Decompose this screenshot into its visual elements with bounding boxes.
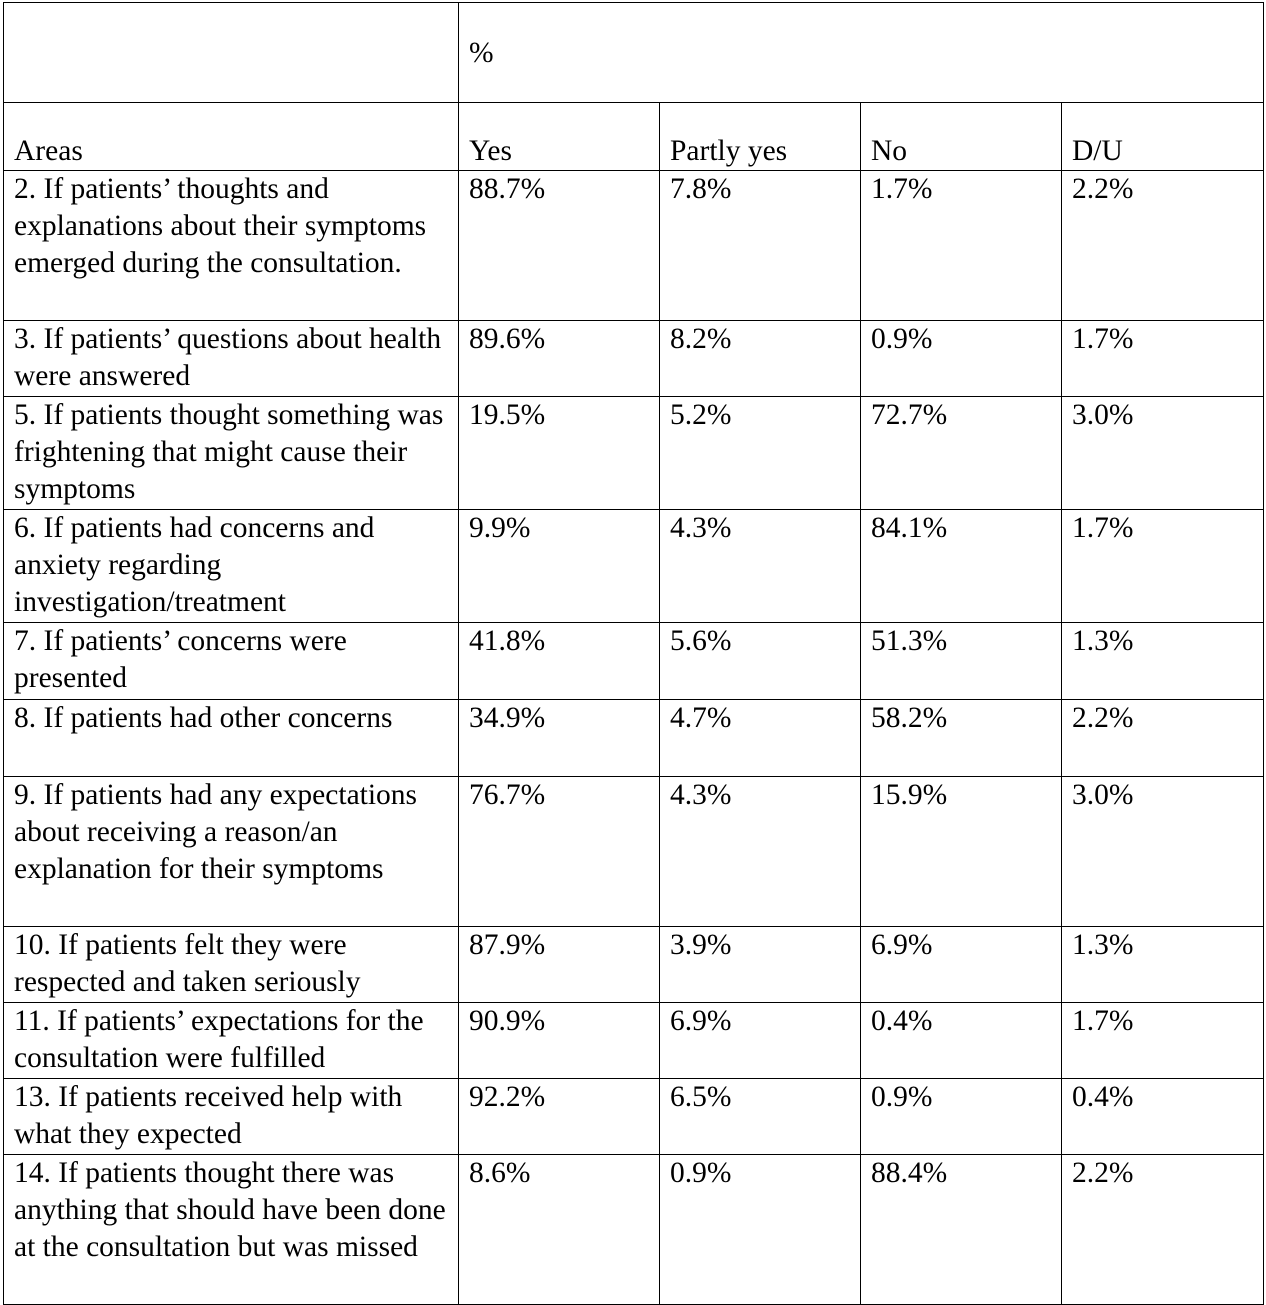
yes-cell: 87.9% [459, 927, 660, 1003]
area-cell: 3. If patients’ questions about health were answered [4, 321, 459, 397]
area-cell: 8. If patients had other concerns [4, 700, 459, 777]
no-cell: 58.2% [861, 700, 1062, 777]
column-header-areas: Areas [4, 103, 459, 171]
no-cell: 0.9% [861, 321, 1062, 397]
area-cell: 10. If patients felt they were respected and taken seriously [4, 927, 459, 1003]
header-row-columns [4, 103, 1264, 171]
du-cell: 1.7% [1062, 510, 1264, 623]
table-row [4, 1079, 1264, 1155]
partly-yes-cell: 5.6% [660, 623, 861, 700]
du-cell: 1.3% [1062, 927, 1264, 1003]
no-cell: 0.9% [861, 1079, 1062, 1155]
du-cell: 2.2% [1062, 700, 1264, 777]
partly-yes-cell: 7.8% [660, 171, 861, 321]
area-cell: 2. If patients’ thoughts and explanations about their symptoms emerged during the consultation. [4, 171, 459, 321]
no-cell: 72.7% [861, 397, 1062, 510]
du-cell: 1.3% [1062, 623, 1264, 700]
partly-yes-cell: 4.3% [660, 510, 861, 623]
yes-cell: 90.9% [459, 1003, 660, 1079]
yes-cell: 76.7% [459, 777, 660, 927]
area-cell: 13. If patients received help with what they expected [4, 1079, 459, 1155]
table-row [4, 171, 1264, 321]
du-cell: 0.4% [1062, 1079, 1264, 1155]
no-cell: 84.1% [861, 510, 1062, 623]
du-cell: 2.2% [1062, 171, 1264, 321]
header-empty-cell [4, 3, 459, 103]
area-cell: 5. If patients thought something was frightening that might cause their symptoms [4, 397, 459, 510]
no-cell: 88.4% [861, 1155, 1062, 1305]
column-header-no: No [861, 103, 1062, 171]
table-row [4, 397, 1264, 510]
area-cell: 9. If patients had any expectations about receiving a reason/an explanation for their symptoms [4, 777, 459, 927]
area-cell: 11. If patients’ expectations for the consultation were fulfilled [4, 1003, 459, 1079]
partly-yes-cell: 3.9% [660, 927, 861, 1003]
no-cell: 1.7% [861, 171, 1062, 321]
table-row [4, 700, 1264, 777]
yes-cell: 92.2% [459, 1079, 660, 1155]
yes-cell: 41.8% [459, 623, 660, 700]
du-cell: 3.0% [1062, 777, 1264, 927]
column-header-partly-yes: Partly yes [660, 103, 861, 171]
du-cell: 1.7% [1062, 321, 1264, 397]
partly-yes-cell: 4.7% [660, 700, 861, 777]
no-cell: 6.9% [861, 927, 1062, 1003]
yes-cell: 19.5% [459, 397, 660, 510]
table-row [4, 1003, 1264, 1079]
table-row [4, 510, 1264, 623]
area-cell: 6. If patients had concerns and anxiety regarding investigation/treatment [4, 510, 459, 623]
yes-cell: 89.6% [459, 321, 660, 397]
column-header-yes: Yes [459, 103, 660, 171]
no-cell: 51.3% [861, 623, 1062, 700]
results-table [3, 2, 1264, 1305]
du-cell: 1.7% [1062, 1003, 1264, 1079]
partly-yes-cell: 8.2% [660, 321, 861, 397]
header-row-percent [4, 3, 1264, 103]
table-row [4, 1155, 1264, 1305]
table-row [4, 777, 1264, 927]
yes-cell: 9.9% [459, 510, 660, 623]
partly-yes-cell: 6.5% [660, 1079, 861, 1155]
yes-cell: 88.7% [459, 171, 660, 321]
du-cell: 3.0% [1062, 397, 1264, 510]
area-cell: 14. If patients thought there was anything that should have been done at the consultation but was missed [4, 1155, 459, 1305]
partly-yes-cell: 6.9% [660, 1003, 861, 1079]
table-row [4, 623, 1264, 700]
table-row [4, 927, 1264, 1003]
du-cell: 2.2% [1062, 1155, 1264, 1305]
column-header-du: D/U [1062, 103, 1264, 171]
partly-yes-cell: 0.9% [660, 1155, 861, 1305]
partly-yes-cell: 4.3% [660, 777, 861, 927]
no-cell: 15.9% [861, 777, 1062, 927]
percent-header: % [459, 3, 1264, 103]
no-cell: 0.4% [861, 1003, 1062, 1079]
yes-cell: 8.6% [459, 1155, 660, 1305]
table-row [4, 321, 1264, 397]
yes-cell: 34.9% [459, 700, 660, 777]
area-cell: 7. If patients’ concerns were presented [4, 623, 459, 700]
partly-yes-cell: 5.2% [660, 397, 861, 510]
